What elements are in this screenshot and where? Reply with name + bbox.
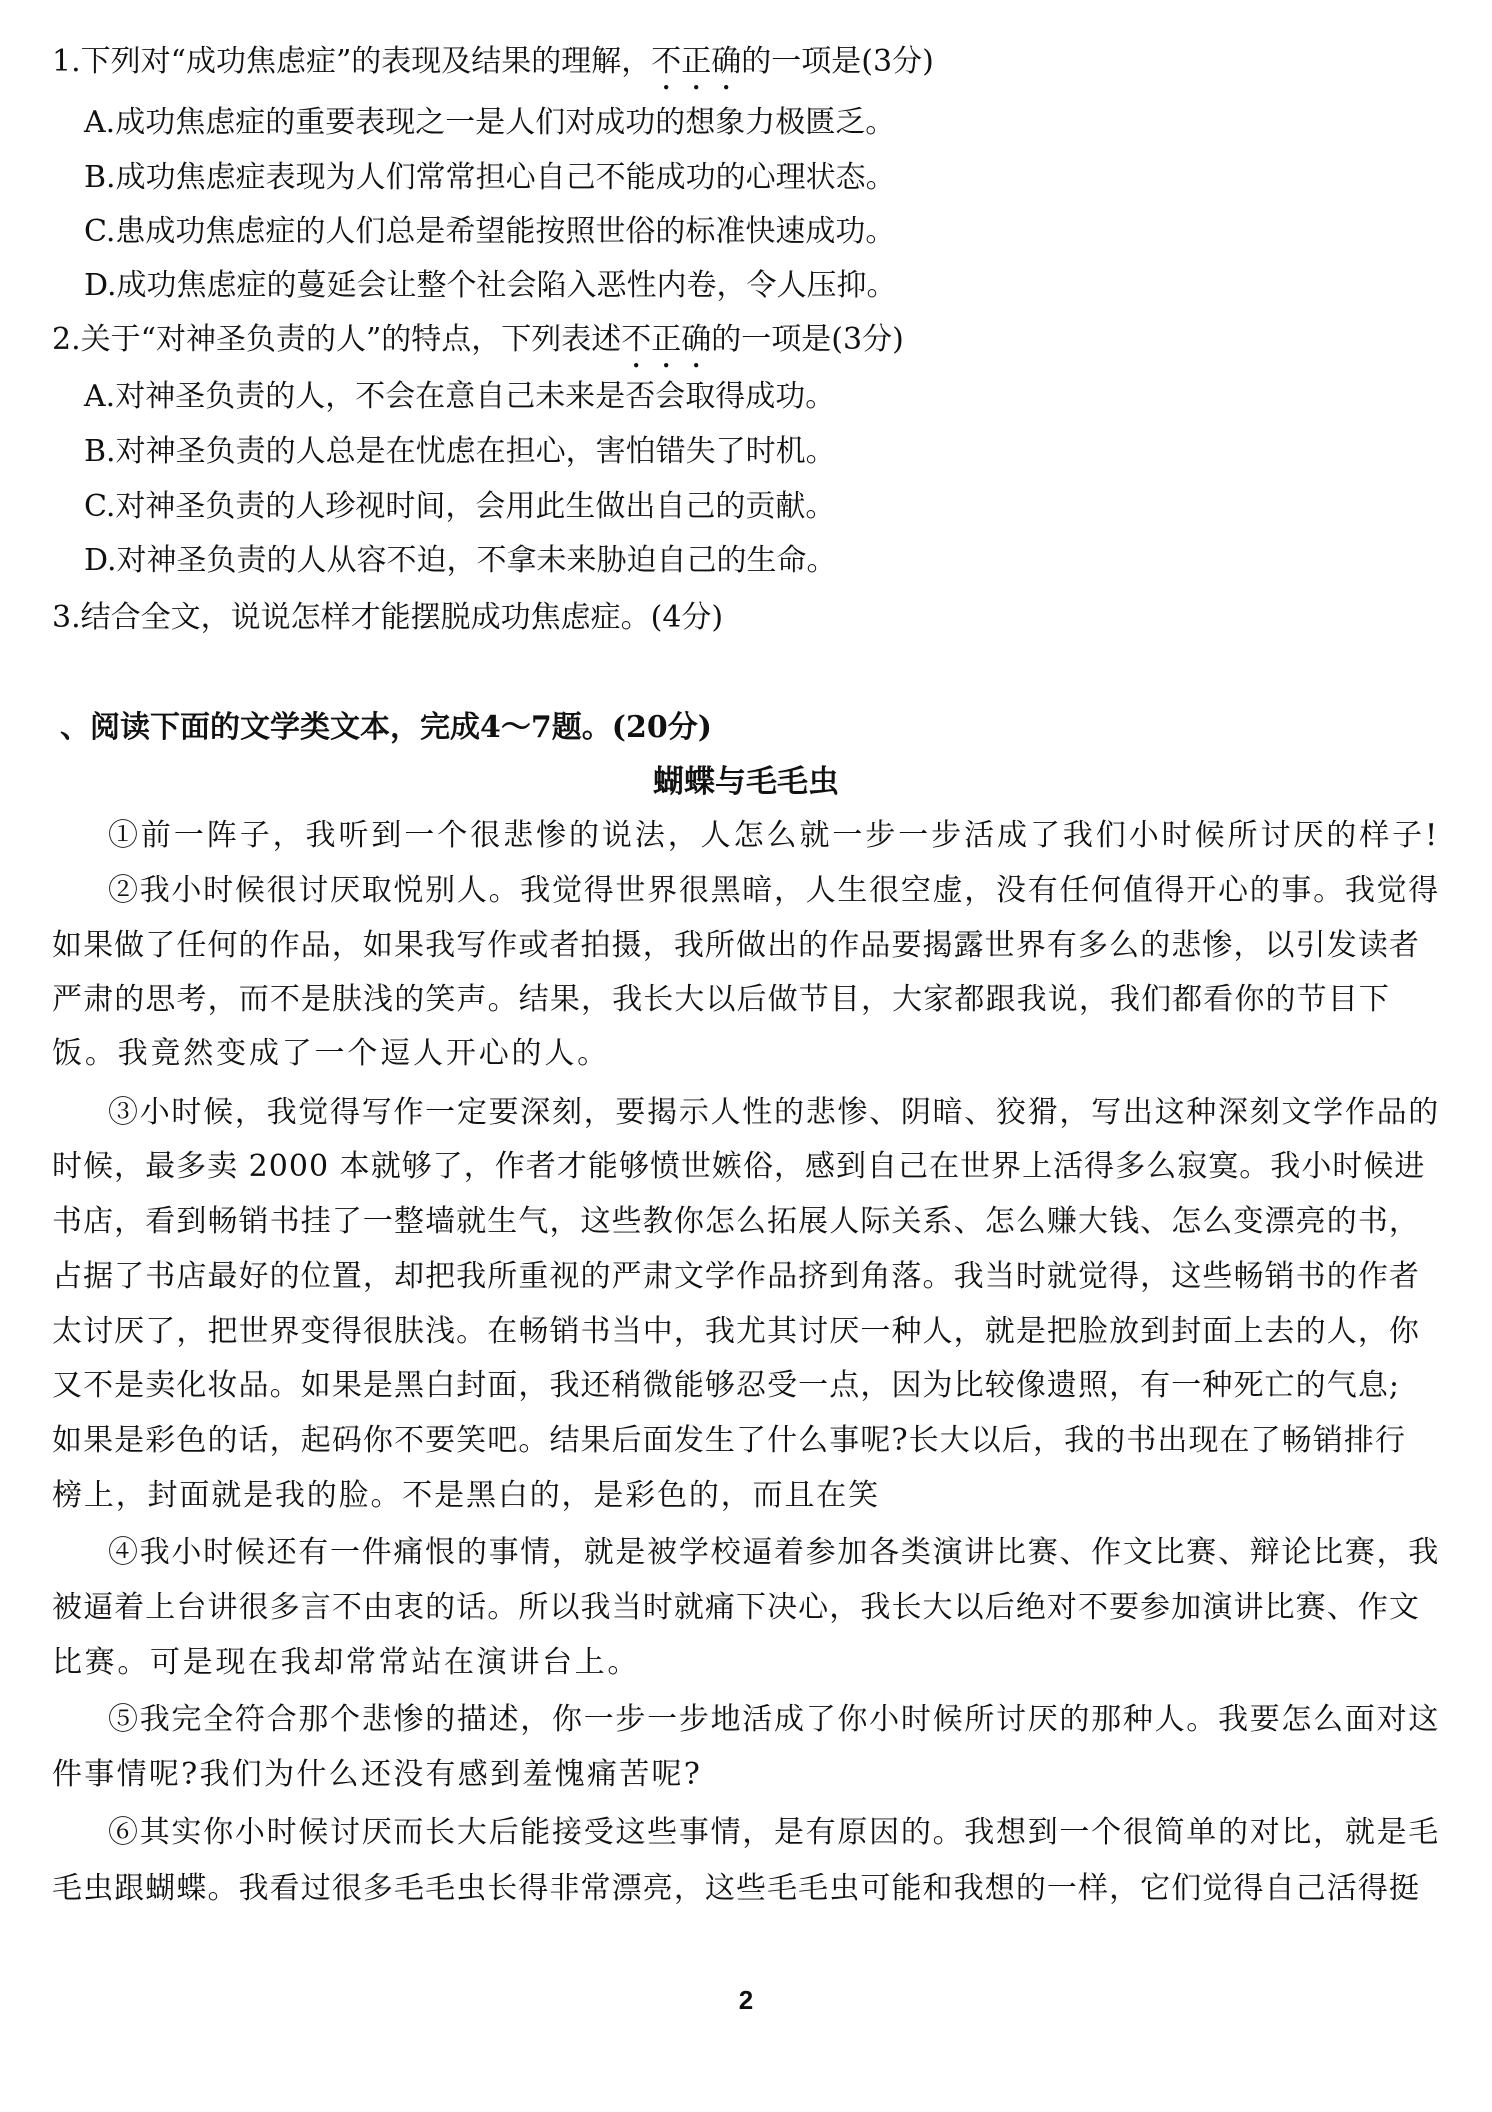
question-2-option-b: B.对神圣负责的人总是在忧虑在担心，害怕错失了时机。	[84, 434, 836, 469]
passage-line: 如果是彩色的话，起码你不要笑吧。结果后面发生了什么事呢?长大以后，我的书出现在了畅销排行	[52, 1423, 1407, 1458]
passage-line: 太讨厌了，把世界变得很肤浅。在畅销书当中，我尤其讨厌一种人，就是把脸放到封面上去的人，你	[52, 1314, 1420, 1349]
question-2-stem	[52, 320, 904, 375]
question-1-option-b: B.成功焦虑症表现为人们常常担心自己不能成功的心理状态。	[84, 160, 896, 195]
question-2-emphasis: 不正确	[621, 322, 712, 357]
passage-line: ②我小时候很讨厌取悦别人。我觉得世界很黑暗，人生很空虚，没有任何值得开心的事。我觉得	[108, 873, 1440, 908]
passage-line: 严肃的思考，而不是肤浅的笑声。结果，我长大以后做节目，大家都跟我说，我们都看你的节目下	[52, 982, 1390, 1017]
question-3-stem: 3.结合全文，说说怎样才能摆脱成功焦虑症。(4分)	[52, 600, 724, 635]
passage-line: 毛虫跟蝴蝶。我看过很多毛毛虫长得非常漂亮，这些毛毛虫可能和我想的一样，它们觉得自己活得挺	[52, 1871, 1420, 1906]
passage-line: ⑥其实你小时候讨厌而长大后能接受这些事情，是有原因的。我想到一个很简单的对比，就是毛	[108, 1815, 1440, 1850]
passage-line: ⑤我完全符合那个悲惨的描述，你一步一步地活成了你小时候所讨厌的那种人。我要怎么面对这	[108, 1702, 1440, 1737]
question-2-option-c: C.对神圣负责的人珍视时间，会用此生做出自己的贡献。	[84, 489, 836, 524]
question-1-stem-post: 的一项是(3分)	[741, 44, 934, 79]
question-2-stem-pre: 2.关于“对神圣负责的人”的特点，下列表述	[52, 322, 622, 357]
question-2-option-d: D.对神圣负责的人从容不迫，不拿未来胁迫自己的生命。	[84, 543, 837, 578]
passage-title: 蝴蝶与毛毛虫	[653, 764, 839, 800]
passage-line: 又不是卖化妆品。如果是黑白封面，我还稍微能够忍受一点，因为比较像遗照，有一种死亡的气息;	[52, 1368, 1401, 1403]
passage-line: ①前一阵子，我听到一个很悲惨的说法，人怎么就一步一步活成了我们小时候所讨厌的样子!	[108, 818, 1441, 853]
passage-line: 被逼着上台讲很多言不由衷的话。所以我当时就痛下决心，我长大以后绝对不要参加演讲比赛、作文	[52, 1590, 1420, 1625]
passage-line: 书店，看到畅销书挂了一整墙就生气，这些教你怎么拓展人际关系、怎么赚大钱、怎么变漂亮的书，	[52, 1204, 1420, 1239]
question-1-option-d: D.成功焦虑症的蔓延会让整个社会陷入恶性内卷，令人压抑。	[84, 268, 897, 303]
passage-line: 比赛。可是现在我却常常站在演讲台上。	[52, 1645, 640, 1680]
passage-line: 饭。我竟然变成了一个逗人开心的人。	[52, 1036, 610, 1071]
question-1-option-a: A.成功焦虑症的重要表现之一是人们对成功的想象力极匮乏。	[84, 105, 896, 140]
question-1-emphasis: 不正确	[651, 44, 742, 79]
question-2-option-a: A.对神圣负责的人，不会在意自己未来是否会取得成功。	[84, 379, 836, 414]
question-2-stem-post: 的一项是(3分)	[711, 322, 904, 357]
question-1-stem-pre: 1.下列对“成功焦虑症”的表现及结果的理解，	[52, 44, 652, 79]
passage-line: 时候，最多卖 2000 本就够了，作者才能够愤世嫉俗，感到自己在世界上活得多么寂寞。我小时候进	[52, 1149, 1426, 1184]
passage-line: 如果做了任何的作品，如果我写作或者拍摄，我所做出的作品要揭露世界有多么的悲惨，以引发读者	[52, 928, 1420, 963]
passage-line: 占据了书店最好的位置，却把我所重视的严肃文学作品挤到角落。我当时就觉得，这些畅销书的作者	[52, 1259, 1420, 1294]
question-1-stem	[52, 42, 934, 97]
passage-line: ③小时候，我觉得写作一定要深刻，要揭示人性的悲惨、阴暗、狡猾，写出这种深刻文学作品的	[108, 1095, 1440, 1130]
passage-line: 榜上，封面就是我的脸。不是黑白的，是彩色的，而且在笑	[52, 1478, 880, 1513]
question-1-option-c: C.患成功焦虑症的人们总是希望能按照世俗的标准快速成功。	[84, 214, 896, 249]
passage-line: 件事情呢?我们为什么还没有感到羞愧痛苦呢?	[52, 1757, 703, 1792]
passage-line: ④我小时候还有一件痛恨的事情，就是被学校逼着参加各类演讲比赛、作文比赛、辩论比赛，我	[108, 1535, 1440, 1570]
page-number: 2	[738, 1985, 754, 2015]
section-heading: 、阅读下面的文学类文本，完成4～7题。(20分)	[60, 710, 712, 745]
